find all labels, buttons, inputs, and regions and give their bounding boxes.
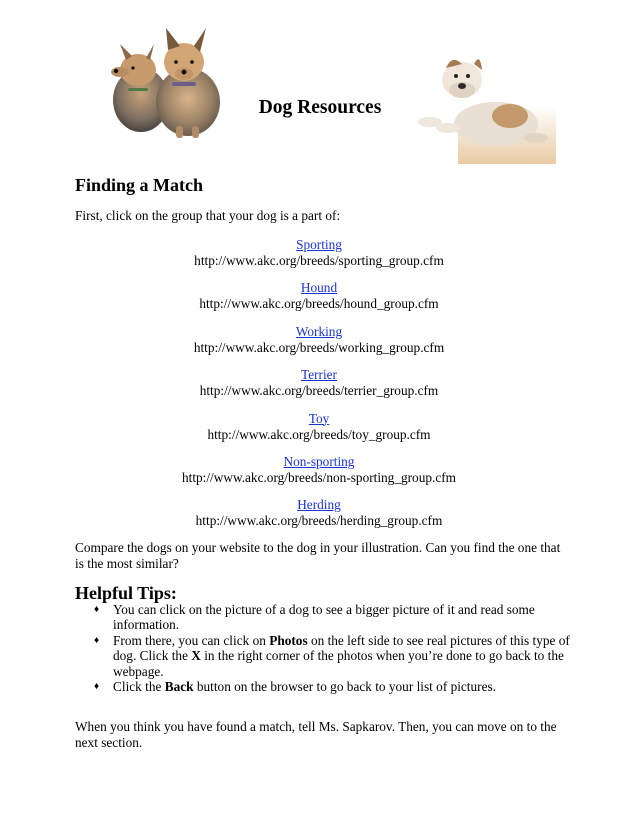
group-herding xyxy=(0,497,638,540)
herding-link[interactable]: Herding xyxy=(297,497,341,513)
group-working xyxy=(0,324,638,367)
group-terrier xyxy=(0,367,638,410)
yorkies-photo xyxy=(96,22,244,140)
tip-text-mid: on the left side to see real pictures of this type of dog. Click the xyxy=(113,632,570,664)
tip-item xyxy=(90,602,570,633)
non-sporting-url: http://www.akc.org/breeds/non-sporting_group.cfm xyxy=(181,469,456,485)
sporting-link[interactable]: Sporting xyxy=(296,237,342,252)
hound-url: http://www.akc.org/breeds/hound_group.cfm xyxy=(199,296,439,312)
x-bold: X xyxy=(191,648,201,664)
terrier-link[interactable]: Terrier xyxy=(301,367,337,383)
non-sporting-link[interactable]: Non-sporting xyxy=(283,453,355,469)
tip-text-post: in the right corner of the photos when you’re done to go back to the webpage. xyxy=(113,648,564,679)
closing-text: When you think you have found a match, tell Ms. Sapkarov. Then, you can move on to the next section. xyxy=(75,719,557,750)
tip-text-post: button on the browser to go back to your list of pictures. xyxy=(193,679,496,695)
working-link[interactable]: Working xyxy=(295,323,343,339)
photos-bold: Photos xyxy=(269,632,308,648)
tips-list xyxy=(90,602,570,694)
hound-link[interactable]: Hound xyxy=(300,280,338,296)
diamond-bullet-icon: ♦ xyxy=(94,604,100,615)
working-url: http://www.akc.org/breeds/working_group.cfm xyxy=(193,339,445,355)
helpful-tips-heading: Helpful Tips: xyxy=(75,583,177,603)
herding-url: http://www.akc.org/breeds/herding_group.cfm xyxy=(195,513,443,529)
tip-text-pre: From there, you can click on xyxy=(113,632,270,648)
finding-match-heading: Finding a Match xyxy=(75,175,204,195)
group-sporting xyxy=(0,237,638,280)
breed-group-list xyxy=(0,237,638,541)
document-title: Dog Resources xyxy=(258,97,382,118)
group-hound xyxy=(0,280,638,323)
back-bold: Back xyxy=(164,679,194,695)
toy-url: http://www.akc.org/breeds/toy_group.cfm xyxy=(207,426,431,442)
intro-text: First, click on the group that your dog is a part of: xyxy=(75,208,341,223)
sporting-url: http://www.akc.org/breeds/sporting_group.cfm xyxy=(194,253,444,268)
tip-text: You can click on the picture of a dog to see a bigger picture of it and read some information. xyxy=(113,602,535,633)
terrier-url: http://www.akc.org/breeds/terrier_group.cfm xyxy=(199,383,439,399)
toy-link[interactable]: Toy xyxy=(308,410,330,426)
tip-item xyxy=(90,679,570,694)
compare-text: Compare the dogs on your website to the dog in your illustration. Can you find the one that is the most similar? xyxy=(75,540,561,571)
group-non-sporting xyxy=(0,454,638,497)
tip-text-pre: Click the xyxy=(113,679,165,695)
diamond-bullet-icon: ♦ xyxy=(94,681,100,693)
group-toy xyxy=(0,411,638,454)
tip-item xyxy=(90,633,570,679)
diamond-bullet-icon: ♦ xyxy=(94,634,100,646)
bulldog-photo xyxy=(418,36,556,164)
